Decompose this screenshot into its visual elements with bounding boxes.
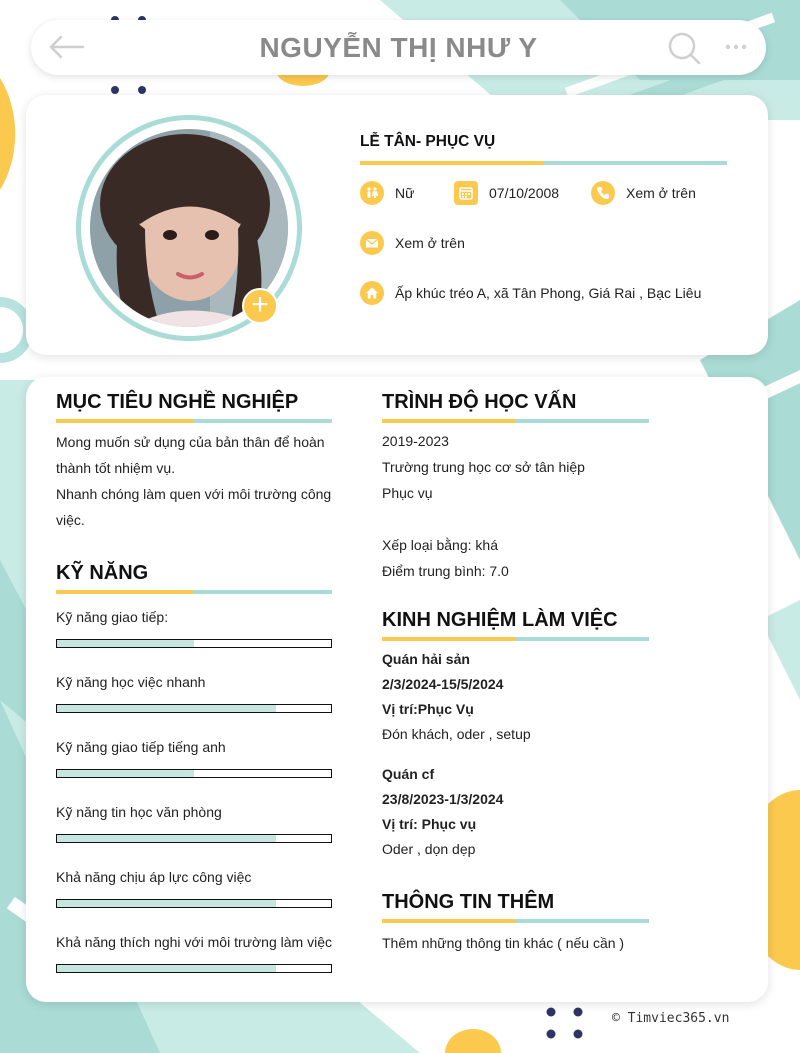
calendar-icon	[454, 181, 478, 205]
more-dots-icon[interactable]	[725, 40, 747, 54]
career-goal-title: MỤC TIÊU NGHỀ NGHIỆP	[56, 391, 299, 413]
skill-bar	[56, 704, 332, 713]
experience-title: KINH NGHIỆM LÀM VIỆC	[382, 609, 618, 631]
skill-bar-fill	[57, 965, 276, 972]
skill-bar	[56, 834, 332, 843]
header-bar	[31, 20, 766, 75]
skill-label: Kỹ năng học việc nhanh	[56, 674, 206, 690]
extra-info-divider	[382, 919, 649, 923]
education-divider	[382, 419, 649, 423]
extra-info-text: Thêm những thông tin khác ( nếu cần )	[382, 935, 625, 951]
education-title: TRÌNH ĐỘ HỌC VẤN	[382, 391, 577, 413]
birthdate-value: 07/10/2008	[489, 185, 560, 201]
birthdate-item	[454, 181, 559, 205]
skills-title: KỸ NĂNG	[56, 562, 149, 584]
career-goal-text: Mong muốn sử dụng của bản thân để hoàn thành tốt nhiệm vụ. Nhanh chóng làm quen với môi trường công việc.	[56, 434, 332, 528]
email-value: Xem ở trên	[395, 235, 465, 251]
skill-bar-fill	[57, 705, 276, 712]
skill-bar-fill	[57, 900, 276, 907]
home-icon	[360, 281, 384, 305]
skills-divider	[56, 590, 332, 594]
page-title: NGUYỄN THỊ NHƯ Y	[259, 32, 538, 63]
skill-label: Kỹ năng tin học văn phòng	[56, 804, 222, 820]
cv-body-card	[26, 377, 768, 1002]
search-icon[interactable]	[667, 31, 701, 65]
mail-icon	[360, 231, 384, 255]
skill-bar-fill	[57, 640, 194, 647]
experience-job: Quán hải sản 2/3/2024-15/5/2024 Vị trí:Phục Vụ Đón khách, oder , setup	[382, 651, 531, 742]
skill-bar	[56, 769, 332, 778]
phone-icon	[591, 181, 615, 205]
accent-divider	[360, 161, 727, 165]
phone-item	[591, 181, 696, 205]
gender-icon	[360, 181, 384, 205]
skill-label: Khả năng chịu áp lực công việc	[56, 869, 252, 885]
experience-job: Quán cf 23/8/2023-1/3/2024 Vị trí: Phục vụ Oder , dọn dẹp	[382, 766, 504, 857]
address-item	[360, 281, 701, 305]
profile-card	[26, 95, 768, 355]
email-item	[360, 231, 465, 255]
skill-bar-fill	[57, 835, 276, 842]
skill-bar-fill	[57, 770, 194, 777]
position-title: LỄ TÂN- PHỤC VỤ	[360, 133, 496, 150]
skill-bar	[56, 639, 332, 648]
gender-value: Nữ	[395, 185, 415, 201]
skill-label: Kỹ năng giao tiếp tiếng anh	[56, 739, 226, 755]
skill-label: Khả năng thích nghi với môi trường làm việc	[56, 934, 332, 950]
gender-item	[360, 181, 414, 205]
skill-bar	[56, 964, 332, 973]
experience-divider	[382, 637, 649, 641]
skill-bar	[56, 899, 332, 908]
brand-watermark: © Timviec365.vn	[612, 1011, 730, 1026]
skill-label: Kỹ năng giao tiếp:	[56, 609, 169, 625]
education-details: 2019-2023 Trường trung học cơ sở tân hiệp Phục vụ Xếp loại bằng: khá Điểm trung bình: 7.0	[382, 433, 585, 579]
plus-icon[interactable]: +	[242, 288, 278, 324]
career-goal-divider	[56, 419, 332, 423]
phone-value: Xem ở trên	[626, 185, 696, 201]
address-value: Ấp khúc tréo A, xã Tân Phong, Giá Rai , Bạc Liêu	[395, 285, 702, 301]
extra-info-title: THÔNG TIN THÊM	[382, 891, 555, 913]
